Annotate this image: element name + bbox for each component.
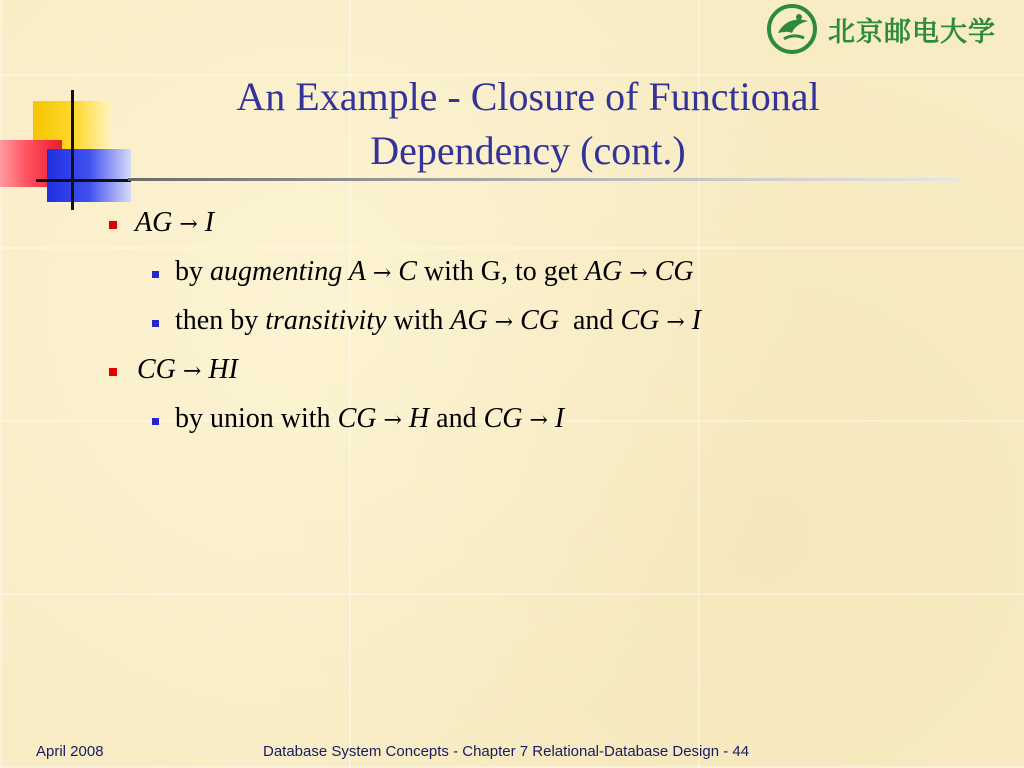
- decor-blue-square: [47, 149, 131, 202]
- text: then by: [175, 305, 266, 336]
- text-italic: C: [391, 256, 417, 287]
- text: and: [559, 305, 621, 336]
- decor-horizontal-line: [36, 179, 131, 182]
- expr-left: AG: [135, 207, 173, 238]
- text-italic: I: [547, 403, 565, 434]
- footer-course: Database System Concepts - Chapter 7 Relational-Database Design - 44: [263, 743, 750, 760]
- text-italic: CG: [620, 305, 660, 336]
- text-italic: AG: [584, 256, 623, 287]
- university-emblem-icon: [766, 3, 818, 55]
- text: by: [175, 256, 210, 287]
- footer-date: April 2008: [36, 743, 104, 760]
- logo-text: 北京邮电大学: [828, 16, 996, 48]
- sub-bullet-union: [175, 403, 564, 435]
- text-italic: H: [401, 403, 430, 434]
- bullet-ag-to-i: [135, 207, 214, 239]
- text: by union with: [175, 403, 338, 434]
- arrow-icon: →: [529, 408, 548, 433]
- red-bullet-icon: [109, 221, 117, 229]
- blue-bullet-icon: [152, 271, 159, 278]
- sub-bullet-augmenting: [175, 256, 694, 288]
- slide-title-line-1: An Example - Closure of Functional: [236, 74, 820, 119]
- slide-title-line-2: Dependency (cont.): [370, 128, 686, 173]
- text-italic: CG: [337, 403, 377, 434]
- arrow-icon: →: [372, 261, 392, 286]
- text-italic: CG: [513, 305, 559, 336]
- text-italic: transitivity: [265, 305, 387, 336]
- arrow-icon: →: [383, 408, 402, 433]
- expr-left: CG: [137, 354, 176, 385]
- blue-bullet-icon: [152, 418, 159, 425]
- text: with: [386, 305, 451, 336]
- red-bullet-icon: [109, 368, 117, 376]
- arrow-icon: →: [629, 261, 648, 286]
- decor-vertical-line: [71, 90, 74, 210]
- arrow-icon: →: [494, 310, 514, 335]
- text-italic: augmenting A: [210, 256, 366, 287]
- text-italic: CG: [647, 256, 694, 287]
- arrow-icon: →: [179, 212, 198, 237]
- bullet-cg-to-hi: [137, 354, 238, 386]
- text-italic: AG: [450, 305, 488, 336]
- text-italic: CG: [483, 403, 523, 434]
- expr-right: I: [204, 207, 215, 238]
- text: and: [429, 403, 484, 434]
- arrow-icon: →: [182, 359, 202, 384]
- university-logo: [766, 2, 1016, 56]
- title-underline: [128, 178, 958, 181]
- arrow-icon: →: [666, 310, 685, 335]
- text: with G, to get: [416, 256, 585, 287]
- slide-title: [128, 70, 928, 178]
- sub-bullet-transitivity: [175, 305, 701, 337]
- blue-bullet-icon: [152, 320, 159, 327]
- text-italic: I: [684, 305, 702, 336]
- expr-right: HI: [208, 354, 238, 385]
